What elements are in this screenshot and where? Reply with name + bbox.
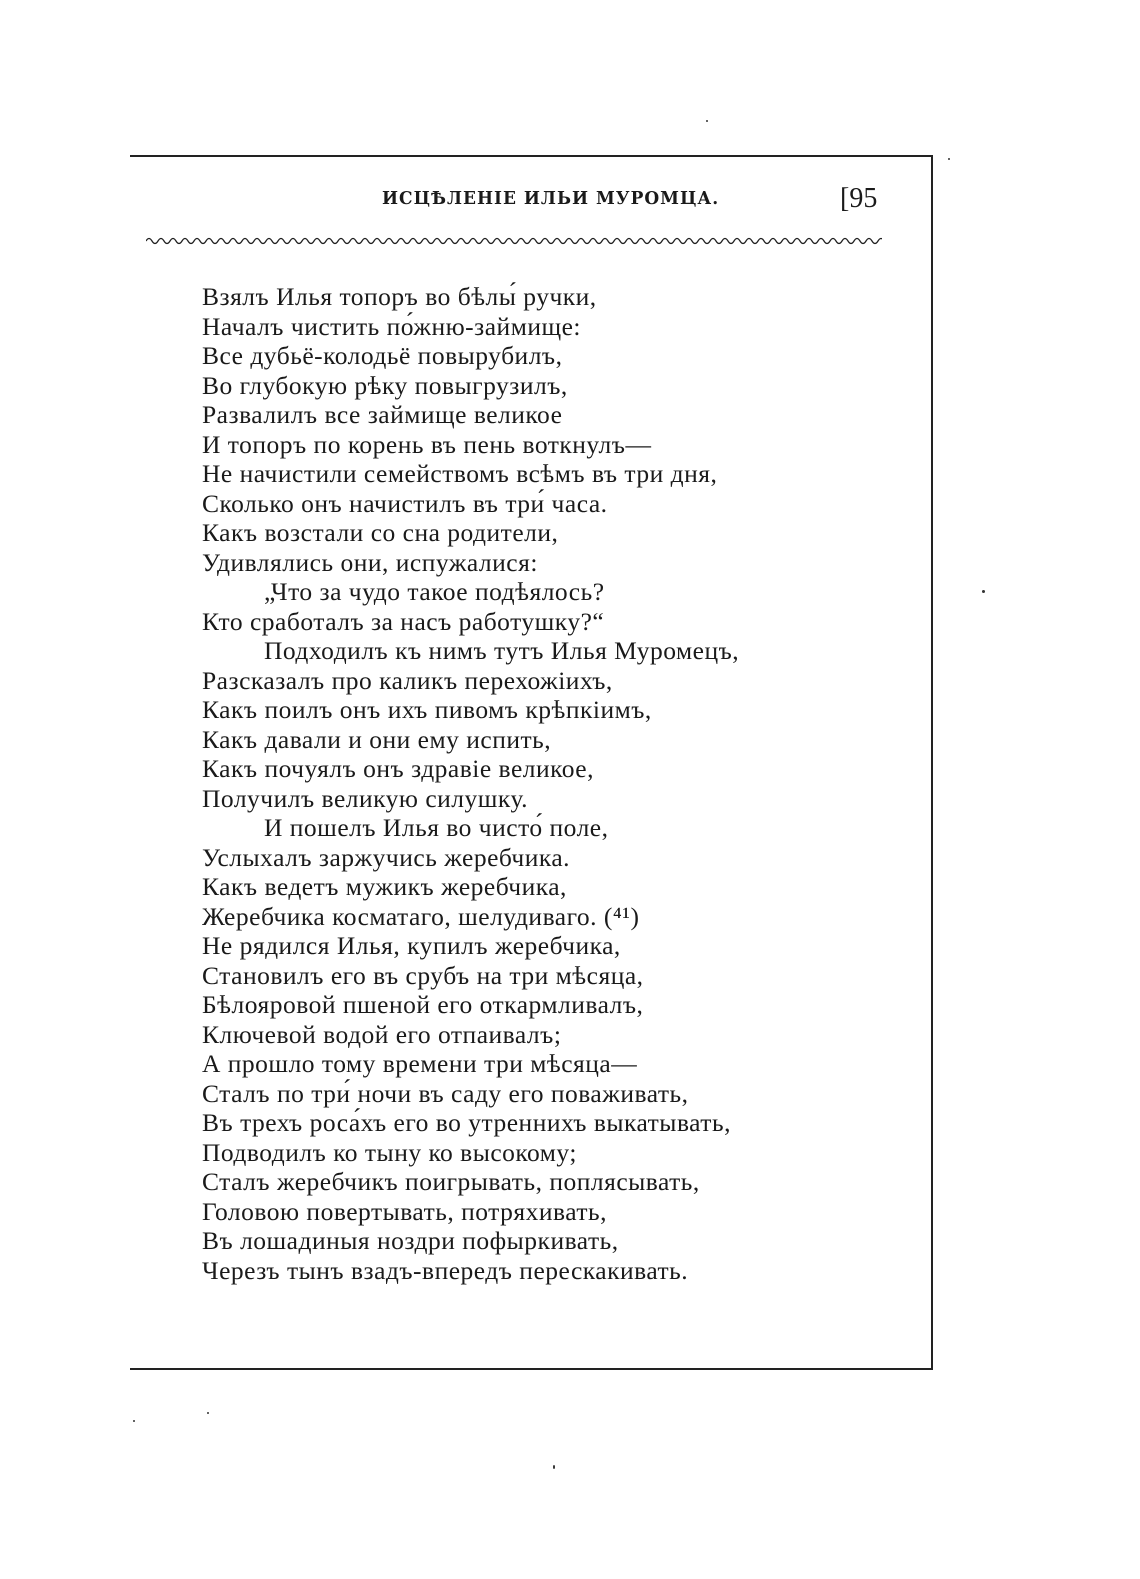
verse-line: И пошелъ Илья во чисто́ поле, bbox=[264, 813, 609, 842]
verse-line: Какъ давали и они ему испить, bbox=[202, 724, 552, 754]
verse-line: Началъ чистить по́жню-займище: bbox=[202, 311, 582, 341]
verse-line: Какъ возстали со сна родители, bbox=[202, 518, 559, 547]
verse-line: Не начистили семействомъ всѣмъ въ три дня, bbox=[202, 459, 718, 488]
verse-line: Все дубьё-колодьё повырубилъ, bbox=[202, 341, 563, 370]
print-speck bbox=[706, 120, 708, 122]
verse-line: Черезъ тынъ взадъ-впередъ перескакивать. bbox=[202, 1255, 689, 1285]
verse-line: Подходилъ къ нимъ тутъ Илья Муромецъ, bbox=[264, 636, 740, 665]
verse-line: И топоръ по корень въ пень воткнулъ— bbox=[202, 429, 652, 459]
verse-line: Бѣлояровой пшеной его откармливалъ, bbox=[202, 990, 644, 1019]
verse-line: Головою повертывать, потряхивать, bbox=[202, 1196, 608, 1226]
print-speck bbox=[207, 1412, 209, 1414]
verse-line: Во глубокую рѣку повыгрузилъ, bbox=[202, 370, 568, 400]
verse-line: Получилъ великую силушку. bbox=[202, 783, 529, 813]
verse-line: Взялъ Илья топоръ во бѣлы́ ручки, bbox=[202, 282, 597, 311]
verse-block bbox=[202, 282, 902, 1285]
verse-line: Кто сработалъ за насъ работушку?“ bbox=[202, 606, 605, 636]
verse-line: Какъ ведетъ мужикъ жеребчика, bbox=[202, 872, 567, 901]
verse-line: Сколько онъ начистилъ въ три́ часа. bbox=[202, 488, 608, 518]
verse-line: А прошло тому времени три мѣсяца— bbox=[202, 1049, 638, 1078]
print-speck bbox=[982, 590, 985, 593]
page-frame bbox=[130, 155, 933, 1370]
verse-line: Какъ почуялъ онъ здравіе великое, bbox=[202, 754, 594, 783]
verse-line: Услыхалъ заржучись жеребчика. bbox=[202, 842, 571, 872]
verse-line: Какъ поилъ онъ ихъ пивомъ крѣпкіимъ, bbox=[202, 695, 652, 724]
verse-line: Становилъ его въ срубъ на три мѣсяца, bbox=[202, 960, 644, 990]
page-number: [95 bbox=[840, 183, 878, 214]
running-head bbox=[130, 183, 931, 217]
verse-line: Разсказалъ про каликъ перехожіихъ, bbox=[202, 665, 613, 695]
verse-line: Удивлялись они, испужалися: bbox=[202, 547, 538, 577]
verse-line: Подводилъ ко тыну ко высокому; bbox=[202, 1137, 577, 1167]
verse-line: Въ лошадиныя ноздри пофыркивать, bbox=[202, 1226, 619, 1255]
ornament-rule bbox=[146, 235, 882, 247]
verse-line: Жеребчика косматаго, шелудиваго. (⁴¹) bbox=[202, 901, 640, 931]
verse-line: Въ трехъ роса́хъ его во утреннихъ выкатывать, bbox=[202, 1108, 731, 1137]
verse-line: Сталъ по три́ ночи въ саду его поваживать, bbox=[202, 1078, 689, 1108]
print-speck bbox=[553, 1465, 555, 1469]
verse-line: Ключевой водой его отпаивалъ; bbox=[202, 1019, 562, 1049]
verse-line: „Что за чудо такое подѣялось? bbox=[264, 577, 605, 606]
verse-line: Не рядился Илья, купилъ жеребчика, bbox=[202, 931, 621, 960]
running-title: ИСЦѢЛЕНІЕ ИЛЬИ МУРОМЦА. bbox=[382, 188, 720, 210]
print-speck bbox=[133, 1420, 135, 1422]
print-speck bbox=[948, 158, 950, 160]
verse-line: Развалилъ все займище великое bbox=[202, 400, 563, 429]
verse-line: Сталъ жеребчикъ поигрывать, поплясывать, bbox=[202, 1167, 700, 1196]
